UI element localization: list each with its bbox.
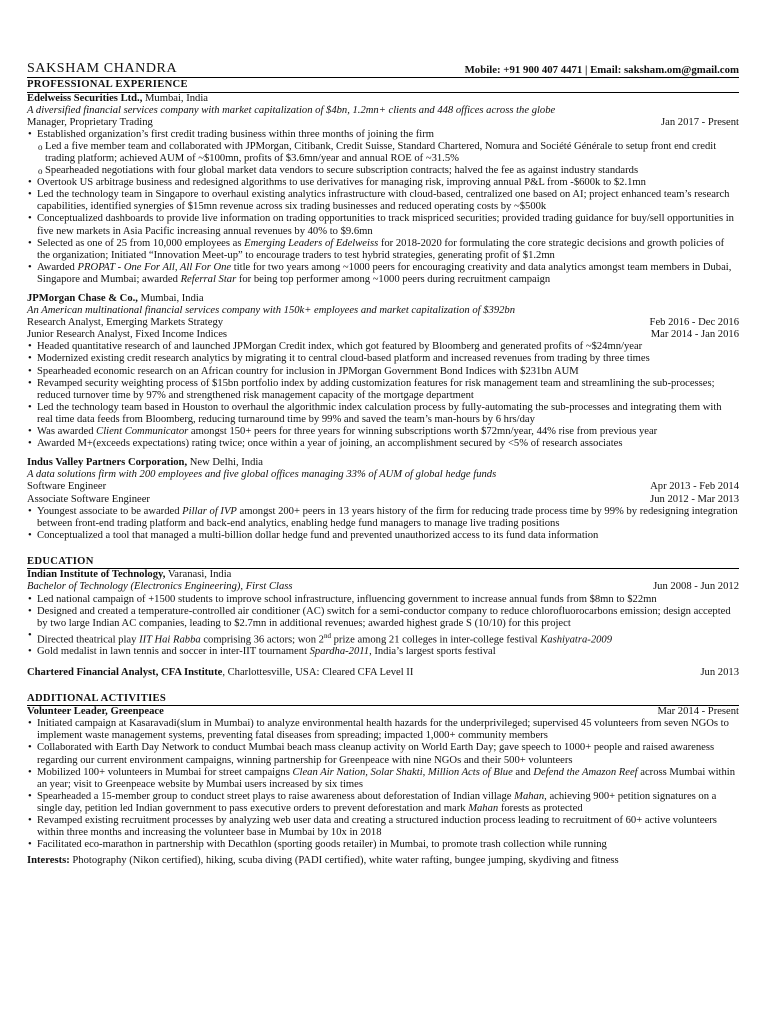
bullet-item: • Awarded M+(exceeds expectations) rating twice; once within a year of joining, an accomplishment secured by <5% of research associates xyxy=(37,438,739,450)
bullet-item: • Led the technology team in Singapore to overhaul existing analytics infrastructure with cloud-based, centralized one based on AI; project enhanced team’s research capabilities, identified synergies of $15mn revenue across six trading businesses and reduced operating costs by ~$500k xyxy=(37,189,739,213)
job-company-line xyxy=(27,293,739,305)
role-title: Software Engineer xyxy=(27,481,107,493)
school-name: Indian Institute of Technology, xyxy=(27,569,166,581)
role-title: Junior Research Analyst, Fixed Income Indices xyxy=(27,329,228,341)
bullet-text: comprising 36 actors; won 2 xyxy=(200,634,324,646)
emphasized-text: Defend the Amazon Reef xyxy=(533,766,638,778)
bullet-text: Mobilized 100+ volunteers in Mumbai for street campaigns xyxy=(37,766,293,778)
activity-role: Volunteer Leader, Greenpeace xyxy=(27,706,164,718)
bullet-item xyxy=(37,238,739,262)
cfa-detail: , Charlottesville, USA: Cleared CFA Level II xyxy=(222,666,414,678)
contact-info: Mobile: +91 900 407 4471 | Email: saksham.om@gmail.com xyxy=(464,63,739,76)
job-entry xyxy=(27,293,739,450)
bullet-text: and xyxy=(512,766,534,778)
bullet-item: • Conceptualized dashboards to provide live information on trading opportunities to track mispriced securities; provided trading guidance for buy/sell opportunities in five new markets in Asia Pacific increasing annual revenues by 40% to $9.6mn xyxy=(37,213,739,237)
bullet-item: • Designed and created a temperature-controlled air conditioner (AC) switch for a semi-conductor company to reduce chlorofluorocarbons emission; design accepted by two large Indian AC companies, leading to $2.7mn in additional revenues; awarded highest grade S (10/10) for this project xyxy=(37,606,739,630)
bullet-text: , achieving 900+ petition signatures on a single day, petition led Indian government to pass executive orders to prevent deforestation and mark xyxy=(37,790,717,814)
cfa-entry xyxy=(27,667,739,679)
bullet-item xyxy=(37,630,739,647)
emphasized-text: Pillar of IVP xyxy=(182,505,237,517)
job-company-line xyxy=(27,457,739,469)
bullet-item: • Established organization’s first credit trading business within three months of joining the firm xyxy=(37,129,739,141)
job-bullets xyxy=(27,341,739,450)
bullet-text: for 2018-2020 for formulating the core strategic decisions and growth policies of the organization; Initiated “Innovation Meet-up” to encourage traders to test hybrid strategies, generating profit of $1.2mn xyxy=(37,237,725,261)
interests-line xyxy=(27,855,739,867)
bullet-item xyxy=(37,791,739,815)
section-title-experience: PROFESSIONAL EXPERIENCE xyxy=(27,79,739,93)
emphasized-text: Mahan xyxy=(468,802,499,814)
bullet-item: • Revamped existing recruitment processes by analyzing web user data and creating a structured induction process leading to recruitment of 60+ active volunteers within three months and increasing the volunteer base in Mumbai by 10x in 2018 xyxy=(37,815,739,839)
job-entry xyxy=(27,93,739,287)
resume-header xyxy=(27,61,739,78)
interests-text: Photography (Nikon certified), hiking, scuba diving (PADI certified), white water rafting, bungee jumping, skydiving and fitness xyxy=(69,855,619,867)
bullet-text: , India’s largest sports festival xyxy=(369,646,496,658)
bullet-text: Directed theatrical play xyxy=(37,634,140,646)
bullet-text: forests as protected xyxy=(498,802,583,814)
bullet-text: for being top performer among ~1000 peers during recruitment campaign xyxy=(236,273,551,285)
company-tagline: An American multinational financial services company with 150k+ employees and market capitalization of $392bn xyxy=(27,305,516,317)
degree-dates: Jun 2008 - Jun 2012 xyxy=(653,581,739,593)
bullet-item: • Led national campaign of +1500 students to improve school infrastructure, influencing government to increase annual funds from $8mn to $22mn xyxy=(37,594,739,606)
bullet-text: amongst 150+ peers for three years for winning subscriptions worth $72mn/year, 44% rise from previous year xyxy=(188,426,658,438)
section-title-activities: ADDITIONAL ACTIVITIES xyxy=(27,693,739,707)
job-bullets xyxy=(27,506,739,542)
role-dates: Jun 2012 - Mar 2013 xyxy=(650,493,739,505)
company-tagline: A data solutions firm with 200 employees and five global offices managing 33% of AUM of global hedge funds xyxy=(27,469,497,481)
emphasized-text: PROPAT - One For All, All For One xyxy=(77,261,232,273)
bullet-item xyxy=(37,262,739,286)
sub-bullet: o Spearheaded negotiations with four global market data vendors to secure subscription contracts; halved the fee as against industry standards xyxy=(45,165,739,177)
candidate-name: SAKSHAM CHANDRA xyxy=(27,61,178,76)
role-title: Research Analyst, Emerging Markets Strategy xyxy=(27,317,224,329)
role-dates: Mar 2014 - Jan 2016 xyxy=(650,329,739,341)
role-title: Associate Software Engineer xyxy=(27,493,150,505)
sub-bullet: o Led a five member team and collaborated with JPMorgan, Citibank, Credit Suisse, Standard Chartered, Nomura and Société Générale to setup front end credit trading platform; achieved AUM of ~$100mn, profits of $3.6mn/year and annual ROE of ~31.5% xyxy=(45,141,739,165)
role-title: Manager, Proprietary Trading xyxy=(27,116,153,128)
emphasized-text: Emerging Leaders of Edelweiss xyxy=(244,237,379,249)
role-dates: Apr 2013 - Feb 2014 xyxy=(650,481,739,493)
bullet-item xyxy=(37,646,739,658)
job-bullets xyxy=(27,129,739,286)
bullet-item: • Facilitated eco-marathon in partnership with Decathlon (sporting goods retailer) in Mumbai, to promote trash collection while running xyxy=(37,839,739,851)
bullet-text: Spearheaded a 15-member group to conduct street plays to raise awareness about deforestation of Indian village xyxy=(37,790,515,802)
activity-dates: Mar 2014 - Present xyxy=(657,706,739,718)
emphasized-text: Client Communicator xyxy=(96,426,189,438)
company-name: Indus Valley Partners Corporation, xyxy=(27,457,188,469)
bullet-text: Awarded xyxy=(37,261,78,273)
bullet-item: • Led the technology team based in Houston to overhaul the algorithmic index calculation process by fully-automating the sub-processes and integrating them with real time data feeds from Bloomberg, reducing turnaround time by 99% and saved the team’s man-hours by 6 hrs/day xyxy=(37,402,739,426)
company-location: Mumbai, India xyxy=(142,92,208,104)
cfa-date: Jun 2013 xyxy=(700,666,739,678)
company-location: New Delhi, India xyxy=(187,457,264,469)
bullet-text: across Mumbai within an year; visit to Greenpeace website by Mumbai users increased by six times xyxy=(37,766,736,790)
activity-bullets xyxy=(27,718,739,851)
experience-list xyxy=(27,93,739,542)
emphasized-text: Mahan xyxy=(514,790,545,802)
emphasized-text: Spardha-2011 xyxy=(309,646,370,658)
bullet-text: Was awarded xyxy=(37,426,97,438)
company-name: JPMorgan Chase & Co., xyxy=(27,293,138,304)
role-row xyxy=(27,117,739,129)
role-row xyxy=(27,494,739,506)
bullet-item: • Initiated campaign at Kasaravadi(slum in Mumbai) to analyze environmental health hazards for the underprivileged; supervised 45 volunteers from seven NGOs to implement waste management systems, preventing fatal diseases from spreading; impacted 1,000+ community members xyxy=(37,718,739,742)
bullet-text: amongst 200+ peers in 13 years history of the firm for reducing trade process time by 99% by redesigning integration between front-end trading platform and back-end analytics, enabling hedge fund managers to manage live trading positions xyxy=(37,505,738,529)
role-row xyxy=(27,481,739,493)
emphasized-text: Referral Star xyxy=(180,273,237,285)
emphasized-text: Clean Air Nation, Solar Shakti, Million Acts of Blue xyxy=(292,766,513,778)
bullet-item xyxy=(37,506,739,530)
bullet-text: title for two years among ~1000 peers for encouraging creativity and data analytics amongst team members in Dubai, Singapore and Mumbai; awarded xyxy=(37,261,732,285)
bullet-item: • Overtook US arbitrage business and redesigned algorithms to use derivatives for managing risk, improving annual P&L from -$600k to $2.1mn xyxy=(37,177,739,189)
bullet-text: prize among 21 colleges in inter-college festival xyxy=(330,634,541,646)
job-company-line xyxy=(27,93,739,105)
bullet-item: • Revamped security weighting process of $15bn portfolio index by adding customization features for risk management team and streamlining the sub-processes; reduced turnover time by 97% and strengthened risk management capacity of the mortgage department xyxy=(37,378,739,402)
company-location: Mumbai, India xyxy=(137,293,204,304)
emphasized-text: Kashiyatra-2009 xyxy=(540,634,613,646)
bullet-item: • Conceptualized a tool that managed a multi-billion dollar hedge fund and prevented unauthorized access to its fund data information xyxy=(37,530,739,542)
bullet-item: • Modernized existing credit research analytics by migrating it to central cloud-based platform and increased revenues from trading by three times xyxy=(37,353,739,365)
resume-page xyxy=(27,0,739,867)
bullet-item: • Spearheaded economic research on an African country for inclusion in JPMorgan Government Bond Indices with $231bn AUM xyxy=(37,366,739,378)
role-row xyxy=(27,329,739,341)
section-title-education: EDUCATION xyxy=(27,556,739,570)
degree: Bachelor of Technology (Electronics Engineering), First Class xyxy=(27,581,293,593)
bullet-item xyxy=(37,426,739,438)
role-dates: Jan 2017 - Present xyxy=(661,116,739,128)
company-name: Edelweiss Securities Ltd., xyxy=(27,92,143,104)
education-entry xyxy=(27,569,739,658)
bullet-text: Gold medalist in lawn tennis and soccer in inter-IIT tournament xyxy=(37,646,310,658)
emphasized-text: IIT Hai Rabba xyxy=(139,634,201,646)
company-tagline: A diversified financial services company with market capitalization of $4bn, 1.2mn+ clients and 448 offices across the globe xyxy=(27,104,556,116)
role-dates: Feb 2016 - Dec 2016 xyxy=(649,317,739,329)
interests-label: Interests: xyxy=(27,855,70,867)
bullet-item: • Collaborated with Earth Day Network to conduct Mumbai beach mass cleanup activity on World Earth Day; gave speech to 1000+ people and raised awareness regarding our current environment campaigns, winning partnership for Greenpeace with nine NGOs and their 500+ volunteers xyxy=(37,742,739,766)
bullet-text: Selected as one of 25 from 10,000 employees as xyxy=(37,237,245,249)
bullet-text: Youngest associate to be awarded xyxy=(37,505,183,517)
education-bullets xyxy=(27,594,739,659)
bullet-item: • Headed quantitative research of and launched JPMorgan Credit index, which got featured by Bloomberg and generated profits of ~$24mn/year xyxy=(37,341,739,353)
activity-role-row xyxy=(27,706,739,718)
bullet-item xyxy=(37,767,739,791)
bullet-text: nd xyxy=(323,631,331,640)
role-row xyxy=(27,317,739,329)
job-entry xyxy=(27,457,739,542)
cfa-name: Chartered Financial Analyst, CFA Institute xyxy=(27,666,223,678)
school-location: Varanasi, India xyxy=(165,569,232,581)
